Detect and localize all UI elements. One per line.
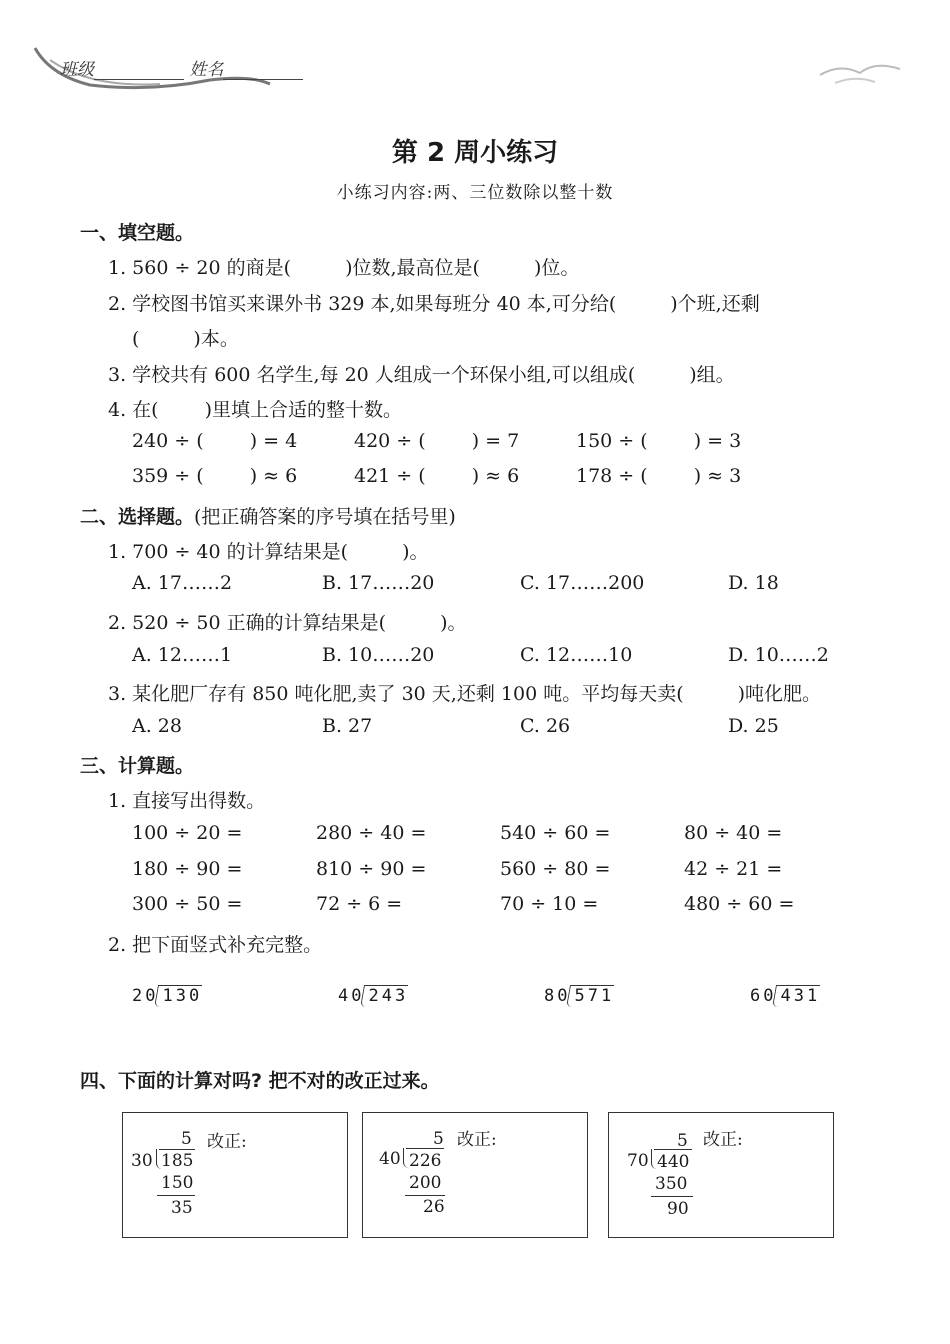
fill-q4-item: 240 ÷ ( ) = 4: [132, 430, 298, 452]
correction-box[interactable]: 5 改正: 40 226 200 26: [362, 1112, 588, 1238]
calc-item[interactable]: 810 ÷ 90 =: [316, 858, 427, 880]
choice-option[interactable]: D. 18: [728, 572, 779, 594]
choice-option[interactable]: A. 12……1: [132, 644, 233, 666]
class-blank[interactable]: [94, 79, 184, 80]
choice-option[interactable]: D. 25: [728, 715, 779, 737]
choice-option[interactable]: B. 17……20: [322, 572, 435, 594]
name-label: 姓名: [189, 60, 224, 80]
choice-option[interactable]: A. 28: [132, 715, 182, 737]
calc-item[interactable]: 300 ÷ 50 =: [132, 893, 243, 915]
choice-option[interactable]: B. 27: [322, 715, 373, 737]
calc-item[interactable]: 180 ÷ 90 =: [132, 858, 243, 880]
name-blank[interactable]: [223, 79, 303, 80]
fill-q4-item: 150 ÷ ( ) = 3: [576, 430, 742, 452]
calc-q1: 1. 直接写出得数。: [108, 790, 266, 812]
choice-option[interactable]: A. 17……2: [132, 572, 233, 594]
long-division[interactable]: 20 130: [132, 986, 203, 1006]
calc-item[interactable]: 72 ÷ 6 =: [316, 893, 403, 915]
fill-q3: 3. 学校共有 600 名学生,每 20 人组成一个环保小组,可以组成( )组。: [108, 364, 735, 386]
correction-box[interactable]: 5 改正: 70 440 350 90: [608, 1112, 834, 1238]
calc-item[interactable]: 560 ÷ 80 =: [500, 858, 611, 880]
class-name-field: [60, 55, 303, 80]
correction-label: 改正:: [703, 1130, 743, 1150]
calc-item[interactable]: 80 ÷ 40 =: [684, 822, 783, 844]
choice-q2: 2. 520 ÷ 50 正确的计算结果是( )。: [108, 612, 467, 634]
long-division[interactable]: 80 571: [544, 986, 615, 1006]
calc-item[interactable]: 100 ÷ 20 =: [132, 822, 243, 844]
correction-label: 改正:: [207, 1132, 247, 1152]
calc-item[interactable]: 70 ÷ 10 =: [500, 893, 599, 915]
calc-q2: 2. 把下面竖式补充完整。: [108, 934, 323, 956]
choice-q3: 3. 某化肥厂存有 850 吨化肥,卖了 30 天,还剩 100 吨。平均每天卖( )吨化肥。: [108, 683, 822, 705]
choice-option[interactable]: C. 12……10: [520, 644, 633, 666]
section-check-heading: 四、下面的计算对吗? 把不对的改正过来。: [80, 1070, 440, 1092]
fill-q2: 2. 学校图书馆买来课外书 329 本,如果每班分 40 本,可分给( )个班,还剩: [108, 293, 760, 315]
page-subtitle: 小练习内容:两、三位数除以整十数: [336, 183, 614, 203]
correction-label: 改正:: [457, 1130, 497, 1150]
page-title: 第 2 周小练习: [391, 138, 559, 168]
choice-option[interactable]: D. 10……2: [728, 644, 829, 666]
cloud-decoration-icon: [815, 55, 905, 90]
calc-item[interactable]: 480 ÷ 60 =: [684, 893, 795, 915]
calc-item[interactable]: 42 ÷ 21 =: [684, 858, 783, 880]
choice-q1: 1. 700 ÷ 40 的计算结果是( )。: [108, 541, 429, 563]
correction-box[interactable]: 5 改正: 30 185 150 35: [122, 1112, 348, 1238]
fill-q4-item: 421 ÷ ( ) ≈ 6: [354, 465, 520, 487]
fill-q4-item: 420 ÷ ( ) = 7: [354, 430, 520, 452]
class-label: 班级: [60, 60, 94, 80]
choice-option[interactable]: B. 10……20: [322, 644, 435, 666]
fill-q4-item: 359 ÷ ( ) ≈ 6: [132, 465, 298, 487]
long-division[interactable]: 40 243: [338, 986, 409, 1006]
section-fill-heading: 一、填空题。: [80, 222, 195, 244]
calc-item[interactable]: 280 ÷ 40 =: [316, 822, 427, 844]
fill-q1: 1. 560 ÷ 20 的商是( )位数,最高位是( )位。: [108, 257, 580, 279]
section-choice-heading: 二、选择题。(把正确答案的序号填在括号里): [80, 506, 456, 528]
section-calc-heading: 三、计算题。: [80, 755, 195, 777]
choice-option[interactable]: C. 17……200: [520, 572, 645, 594]
fill-q4-item: 178 ÷ ( ) ≈ 3: [576, 465, 742, 487]
fill-q2-cont: ( )本。: [132, 328, 239, 350]
fill-q4: 4. 在( )里填上合适的整十数。: [108, 399, 403, 421]
calc-item[interactable]: 540 ÷ 60 =: [500, 822, 611, 844]
choice-option[interactable]: C. 26: [520, 715, 571, 737]
long-division[interactable]: 60 431: [750, 986, 821, 1006]
